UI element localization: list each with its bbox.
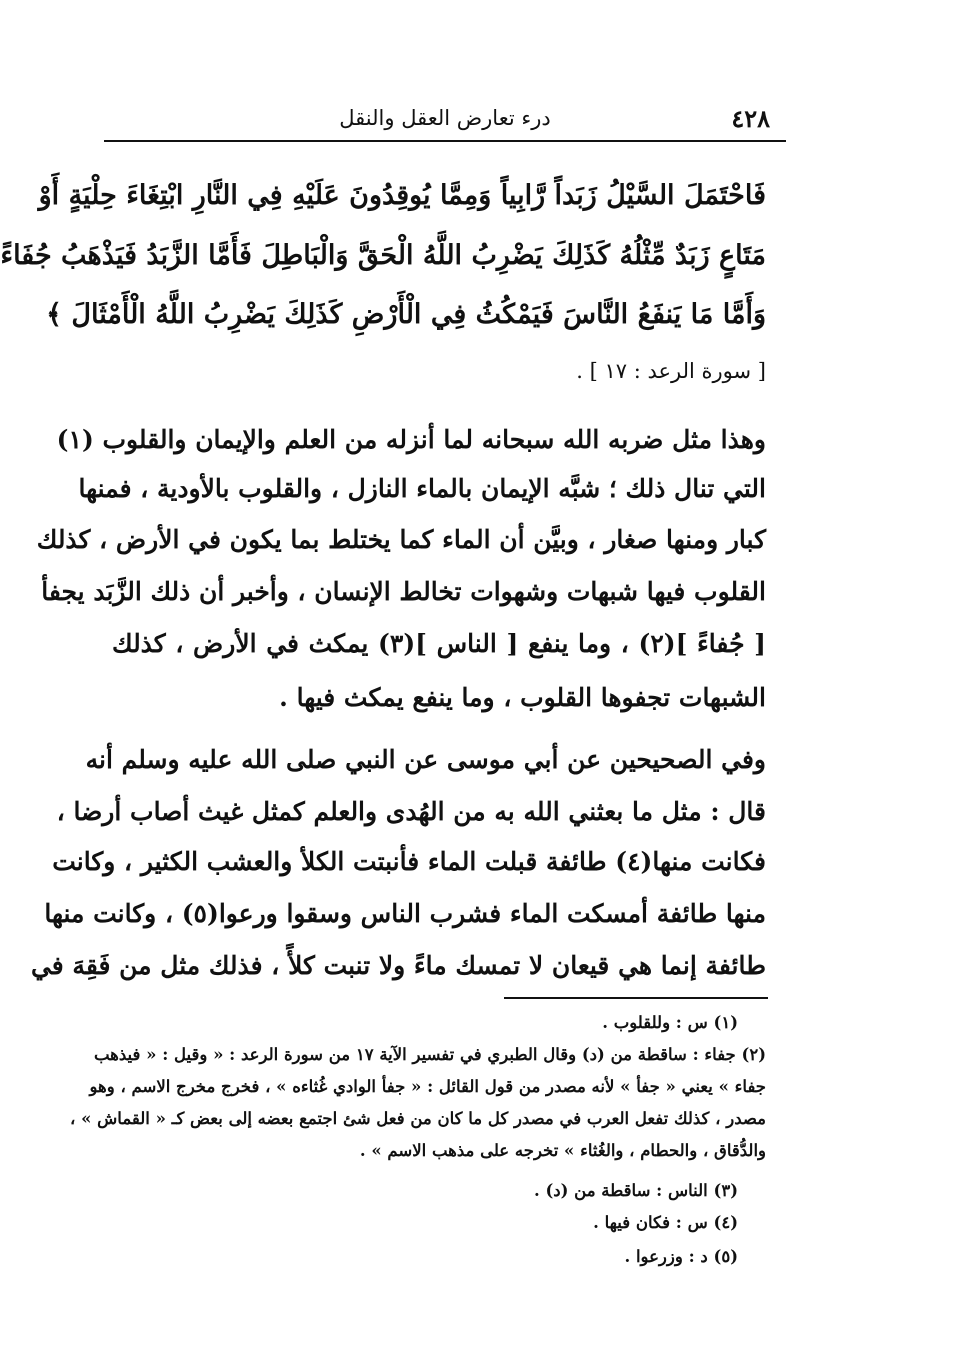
- paragraph-line: فكانت منها(٤) طائفة قبلت الماء فأنبتت الكلأ والعشب الكثير ، وكانت: [52, 847, 766, 876]
- verse-line: وَأَمَّا مَا يَنفَعُ النَّاسَ فَيَمْكُثُ فِي الْأَرْضِ كَذَلِكَ يَضْرِبُ اللَّهُ الْأَمْثَالَ ﴾: [46, 299, 766, 330]
- footnote-continuation: مصدر ، كذلك تفعل العرب في مصدر كل ما كان من فعل شئ اجتمع بعضه إلى بعض كـ « القماش » ،: [70, 1109, 766, 1128]
- paragraph-line: [ جُفاءً ](٢) ، وما ينفع [ الناس ](٣) يمكث في الأرض ، كذلك: [112, 629, 766, 658]
- footnote-text: (٣) الناس : ساقطة من (د) .: [533, 1181, 738, 1200]
- footnote-text: والدُّقاق ، والحطام ، والغُثاء » تخرجه على مذهب الاسم » .: [359, 1141, 766, 1160]
- footnote: [112, 1210, 766, 1236]
- page-number: ٤٢٨: [731, 104, 770, 133]
- header-rule: [104, 140, 786, 142]
- verse-reference: [ سورة الرعد : ١٧ ] .: [576, 359, 766, 383]
- verse-line: مَتَاعٍ زَبَدٌ مِّثْلُهُ كَذَلِكَ يَضْرِبُ اللَّهُ الْحَقَّ وَالْبَاطِلَ فَأَمَّا الزَّبَدُ فَيَذْهَبُ جُفَاءً: [0, 240, 766, 271]
- page-header: [104, 104, 786, 134]
- paragraph-line: وفي الصحيحين عن أبي موسى عن النبي صلى الله عليه وسلم أنه: [85, 745, 766, 774]
- footnote-continuation: [112, 1138, 766, 1164]
- footnote-text: (١) س : وللقلوب .: [602, 1013, 738, 1032]
- paragraph-line: طائفة إنما هي قيعان لا تمسك ماءً ولا تنبت كلأً ، فذلك مثل من فَقِهَ في: [30, 951, 766, 980]
- paragraph-line: الشبهات تجفوها القلوب ، وما ينفع يمكث فيها .: [279, 683, 766, 712]
- footnote: [112, 1178, 766, 1204]
- paragraph-line: قال : مثل ما بعثني الله به من الهُدى والعلم كمثل غيث أصاب أرضا ،: [56, 797, 766, 826]
- paragraph-line: منها طائفة أمسكت الماء فشرب الناس وسقوا ورعوا(٥) ، وكانت منها: [44, 899, 766, 928]
- verse-line: فَاحْتَمَلَ السَّيْلُ زَبَداً رَّابِياً وَمِمَّا يُوقِدُونَ عَلَيْهِ فِي النَّارِ ابْتِغَاءَ حِلْيَةٍ أَوْ: [38, 180, 766, 211]
- footnote-continuation: جفاء » يعني « جفأ » لأنه مصدر من قول القائل : « جفأ الوادي غُثاءه » ، فخرج مخرج الاسم ، وهو: [89, 1077, 766, 1096]
- paragraph-line: التي تنال ذلك ؛ شبَّه الإيمان بالماء النازل ، والقلوب بالأودية ، فمنها: [78, 474, 766, 503]
- footnote-text: (٥) د : وزرعوا .: [624, 1247, 738, 1266]
- paragraph-line: القلوب فيها شبهات وشهوات تخالط الإنسان ، وأخبر أن ذلك الزَّبَد يجفأ: [41, 577, 766, 606]
- footnote-rule: [504, 997, 768, 999]
- footnote: (٢) جفاء : ساقطة من (د) وقال الطبري في تفسير الآية ١٧ من سورة الرعد : « وقيل : « فيذهب: [93, 1045, 766, 1064]
- running-title: درء تعارض العقل والنقل: [339, 106, 551, 130]
- footnote: [112, 1244, 766, 1270]
- footnote: [112, 1010, 766, 1036]
- paragraph-line: وهذا مثل ضربه الله سبحانه لما أنزله من العلم والإيمان والقلوب (١): [56, 425, 766, 454]
- paragraph-line: كبار ومنها صغار ، وبيَّن أن الماء كما يختلط بما يكون في الأرض ، كذلك: [36, 525, 766, 554]
- footnote-text: (٤) س : فكان فيها .: [593, 1213, 738, 1232]
